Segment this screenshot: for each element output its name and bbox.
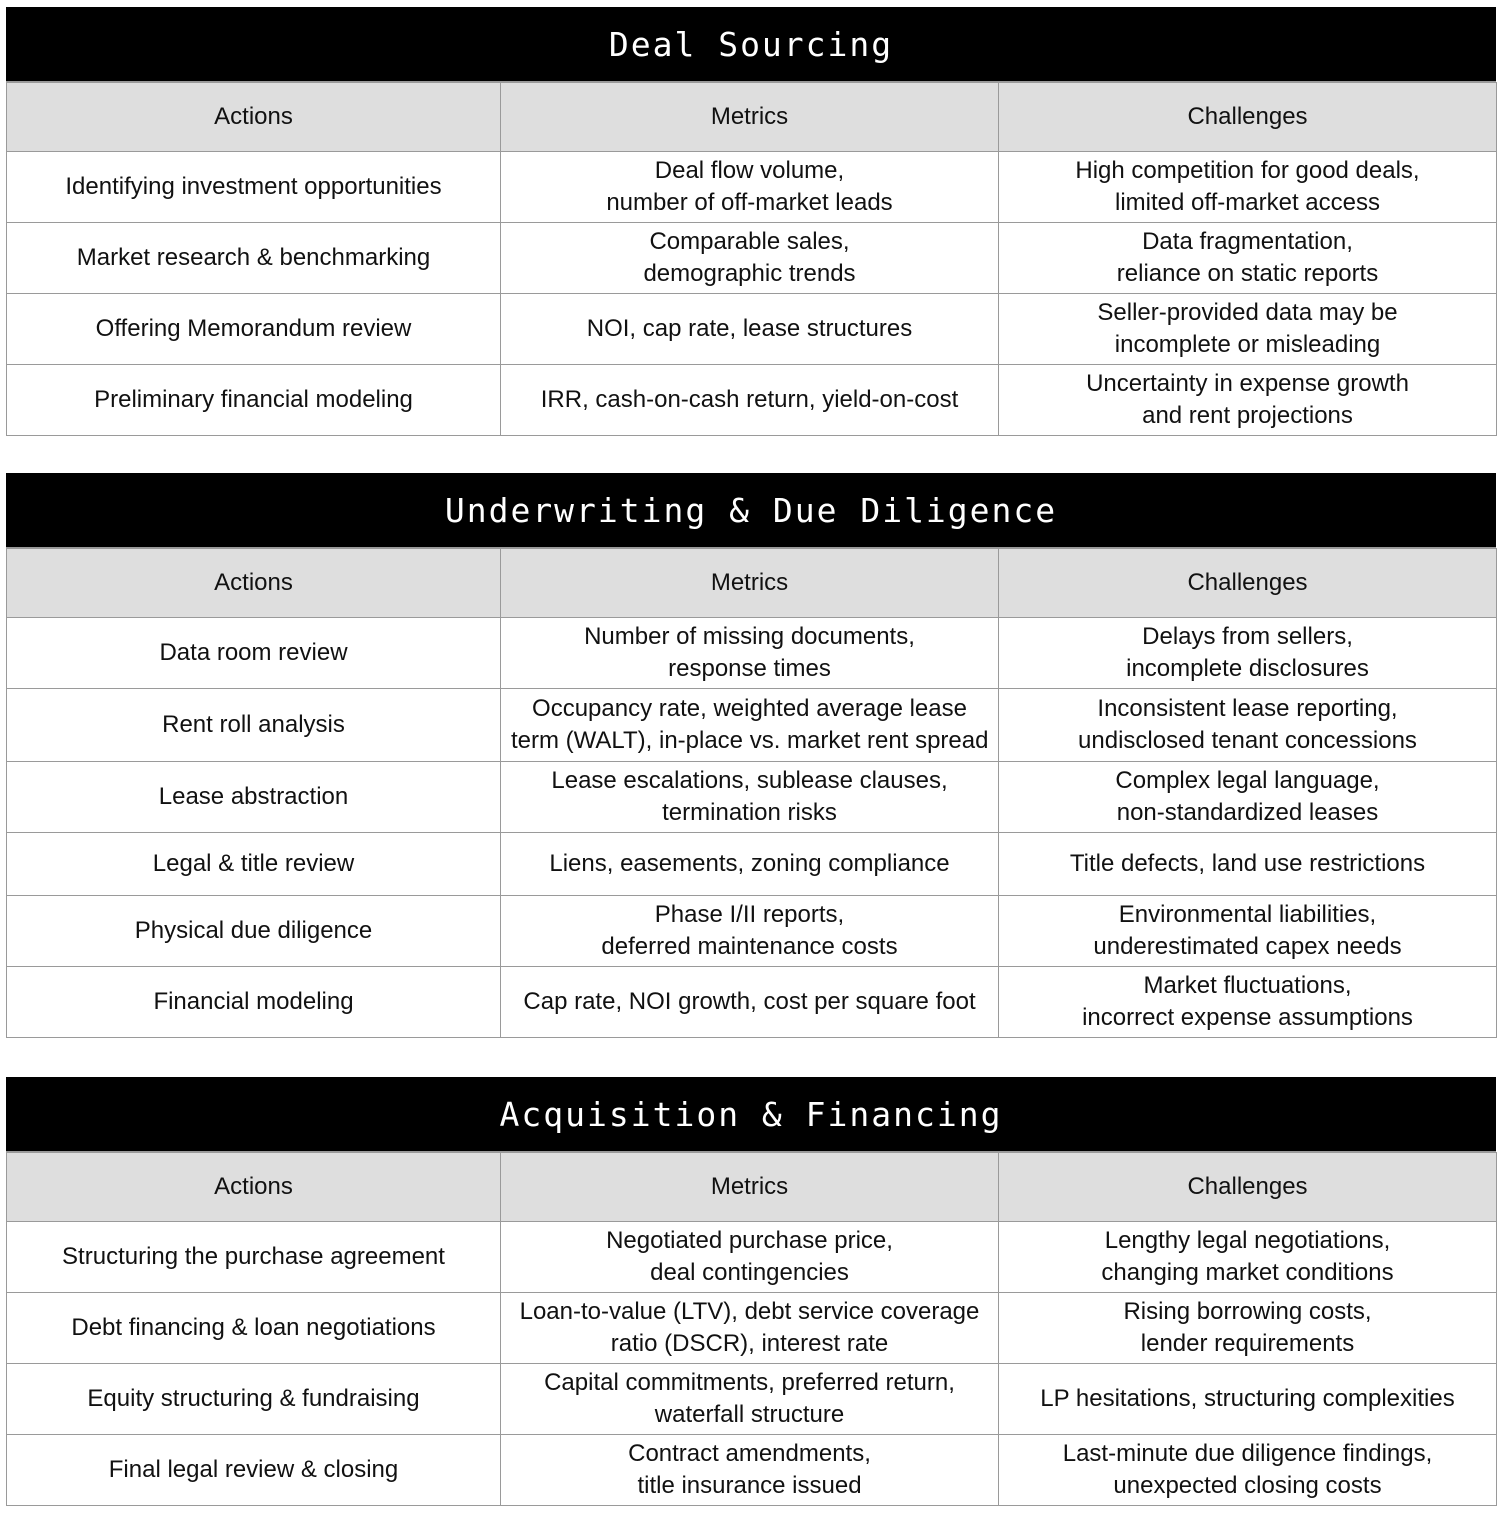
table-row [7, 896, 1497, 967]
metrics-cell [501, 1293, 999, 1364]
challenges-cell [999, 1435, 1497, 1506]
section-underwriting-due-diligence [6, 473, 1496, 1038]
table-row [7, 365, 1497, 436]
table-row [7, 1364, 1497, 1435]
section-deal-sourcing [6, 7, 1496, 436]
table-row [7, 152, 1497, 223]
challenges-cell [999, 618, 1497, 689]
section-title: Underwriting & Due Diligence [6, 473, 1496, 548]
challenges-line: lender requirements [1140, 1330, 1355, 1357]
metrics-cell [501, 833, 999, 896]
header-metrics: Metrics [501, 83, 999, 152]
challenges-line: Uncertainty in expense growth [1086, 370, 1409, 397]
header-actions: Actions [7, 1153, 501, 1222]
challenges-line: Title defects, land use restrictions [1069, 850, 1426, 877]
action-cell: Offering Memorandum review [7, 294, 501, 365]
action-cell: Identifying investment opportunities [7, 152, 501, 223]
challenges-cell [999, 762, 1497, 833]
table-row [7, 618, 1497, 689]
challenges-line: incomplete or misleading [1114, 331, 1381, 358]
metrics-line: demographic trends [643, 260, 856, 287]
metrics-line: Number of missing documents, [584, 623, 915, 650]
metrics-line: response times [668, 655, 831, 682]
challenges-line: underestimated capex needs [1093, 933, 1402, 960]
table-row [7, 294, 1497, 365]
metrics-line: Lease escalations, sublease clauses, [551, 767, 948, 794]
metrics-cell [501, 365, 999, 436]
challenges-line: Delays from sellers, [1142, 623, 1353, 650]
metrics-cell [501, 689, 999, 762]
table-row [7, 1435, 1497, 1506]
header-actions: Actions [7, 549, 501, 618]
metrics-line: Cap rate, NOI growth, cost per square foot [523, 988, 976, 1015]
challenges-line: undisclosed tenant concessions [1078, 727, 1417, 754]
challenges-cell [999, 152, 1497, 223]
challenges-line: incomplete disclosures [1126, 655, 1369, 682]
challenges-line: Market fluctuations, [1143, 972, 1352, 999]
metrics-cell [501, 223, 999, 294]
metrics-cell [501, 618, 999, 689]
action-cell: Lease abstraction [7, 762, 501, 833]
header-row [7, 83, 1497, 152]
header-metrics: Metrics [501, 1153, 999, 1222]
section-acquisition-financing [6, 1077, 1496, 1506]
table-row [7, 762, 1497, 833]
metrics-line: number of off-market leads [606, 189, 893, 216]
metrics-line: deferred maintenance costs [601, 933, 898, 960]
challenges-line: Seller-provided data may be [1097, 299, 1398, 326]
header-challenges: Challenges [999, 83, 1497, 152]
challenges-cell [999, 967, 1497, 1038]
challenges-line: High competition for good deals, [1075, 157, 1420, 184]
challenges-cell [999, 1222, 1497, 1293]
table-row [7, 967, 1497, 1038]
metrics-cell [501, 967, 999, 1038]
action-cell: Preliminary financial modeling [7, 365, 501, 436]
action-cell: Final legal review & closing [7, 1435, 501, 1506]
metrics-cell [501, 1435, 999, 1506]
action-cell: Data room review [7, 618, 501, 689]
challenges-line: non-standardized leases [1116, 799, 1379, 826]
metrics-cell [501, 152, 999, 223]
metrics-line: Negotiated purchase price, [606, 1227, 893, 1254]
metrics-line: Deal flow volume, [654, 157, 845, 184]
challenges-line: Inconsistent lease reporting, [1097, 695, 1398, 722]
challenges-line: and rent projections [1142, 402, 1353, 429]
metrics-line: Liens, easements, zoning compliance [549, 850, 950, 877]
metrics-line: Comparable sales, [649, 228, 850, 255]
metrics-line: title insurance issued [637, 1472, 862, 1499]
metrics-line: NOI, cap rate, lease structures [586, 315, 913, 342]
metrics-line: waterfall structure [654, 1401, 845, 1428]
metrics-line: IRR, cash-on-cash return, yield-on-cost [540, 386, 959, 413]
table-row [7, 223, 1497, 294]
header-metrics: Metrics [501, 549, 999, 618]
challenges-cell [999, 1293, 1497, 1364]
challenges-line: changing market conditions [1101, 1259, 1394, 1286]
challenges-cell [999, 896, 1497, 967]
action-cell: Structuring the purchase agreement [7, 1222, 501, 1293]
action-cell: Legal & title review [7, 833, 501, 896]
challenges-line: Last-minute due diligence findings, [1062, 1440, 1433, 1467]
table-deal-sourcing [6, 82, 1497, 436]
metrics-cell [501, 762, 999, 833]
table-underwriting-due-diligence [6, 548, 1497, 1038]
challenges-cell [999, 223, 1497, 294]
challenges-line: reliance on static reports [1116, 260, 1379, 287]
table-row [7, 689, 1497, 762]
challenges-line: Data fragmentation, [1142, 228, 1353, 255]
challenges-line: Complex legal language, [1115, 767, 1380, 794]
challenges-cell [999, 1364, 1497, 1435]
challenges-cell [999, 365, 1497, 436]
table-row [7, 833, 1497, 896]
metrics-line: Loan-to-value (LTV), debt service coverage [519, 1298, 980, 1325]
challenges-line: LP hesitations, structuring complexities [1040, 1385, 1455, 1412]
header-row [7, 549, 1497, 618]
challenges-line: incorrect expense assumptions [1082, 1004, 1413, 1031]
metrics-line: Capital commitments, preferred return, [544, 1369, 955, 1396]
challenges-cell [999, 833, 1497, 896]
table-row [7, 1293, 1497, 1364]
metrics-line: Phase I/II reports, [654, 901, 845, 928]
metrics-cell [501, 1222, 999, 1293]
action-cell: Market research & benchmarking [7, 223, 501, 294]
metrics-line: deal contingencies [650, 1259, 849, 1286]
metrics-cell [501, 294, 999, 365]
metrics-cell [501, 1364, 999, 1435]
challenges-line: Lengthy legal negotiations, [1104, 1227, 1391, 1254]
challenges-line: limited off-market access [1115, 189, 1380, 216]
section-title: Acquisition & Financing [6, 1077, 1496, 1152]
section-title: Deal Sourcing [6, 7, 1496, 82]
challenges-line: Environmental liabilities, [1118, 901, 1377, 928]
table-acquisition-financing [6, 1152, 1497, 1506]
action-cell: Rent roll analysis [7, 689, 501, 762]
table-row [7, 1222, 1497, 1293]
action-cell: Equity structuring & fundraising [7, 1364, 501, 1435]
metrics-line: Occupancy rate, weighted average lease [532, 695, 967, 722]
challenges-cell [999, 689, 1497, 762]
action-cell: Financial modeling [7, 967, 501, 1038]
header-row [7, 1153, 1497, 1222]
challenges-cell [999, 294, 1497, 365]
header-challenges: Challenges [999, 1153, 1497, 1222]
challenges-line: Rising borrowing costs, [1123, 1298, 1372, 1325]
metrics-line: term (WALT), in-place vs. market rent spread [511, 727, 989, 754]
action-cell: Physical due diligence [7, 896, 501, 967]
metrics-line: Contract amendments, [628, 1440, 871, 1467]
action-cell: Debt financing & loan negotiations [7, 1293, 501, 1364]
header-actions: Actions [7, 83, 501, 152]
challenges-line: unexpected closing costs [1113, 1472, 1382, 1499]
metrics-line: ratio (DSCR), interest rate [610, 1330, 889, 1357]
metrics-cell [501, 896, 999, 967]
metrics-line: termination risks [662, 799, 837, 826]
header-challenges: Challenges [999, 549, 1497, 618]
